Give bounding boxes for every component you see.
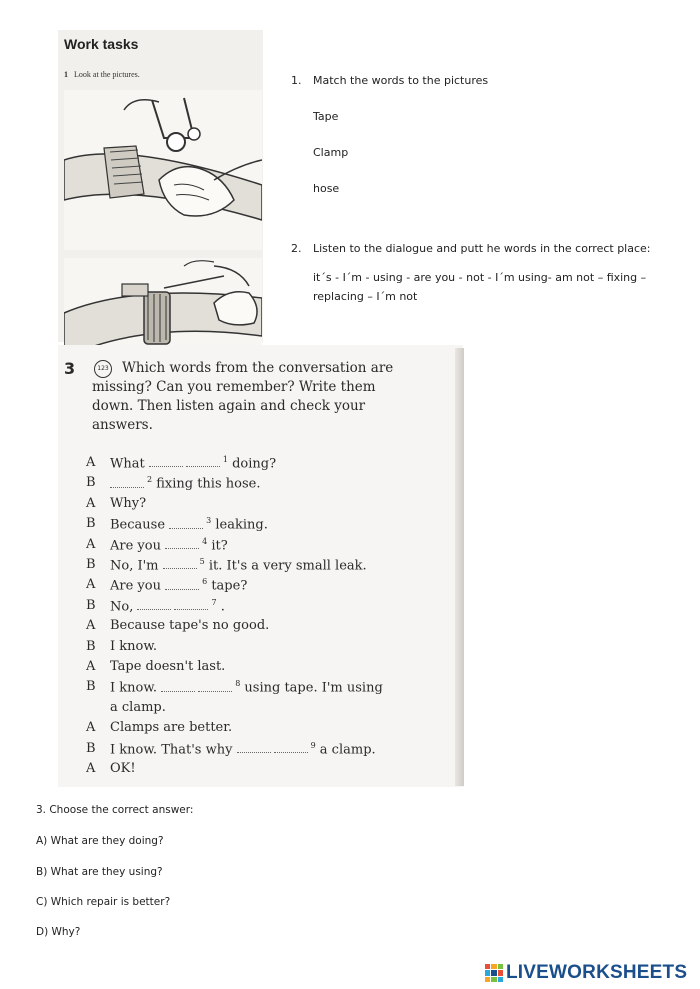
word-hose: hose [313, 182, 340, 195]
logo-tile [491, 970, 496, 975]
liveworksheets-logo: LIVEWORKSHEETS [485, 962, 687, 984]
dialogue-text: $^2$ fixing this hose. [110, 475, 260, 491]
dialogue-text: Are you $^4$ it? [110, 536, 228, 553]
exercise-3-scan [58, 345, 463, 787]
answer-gap[interactable] [165, 581, 199, 590]
dialogue-text: Clamps are better. [110, 720, 233, 736]
logo-grid-icon [485, 964, 503, 982]
section-title: Work tasks [64, 36, 139, 52]
logo-tile [491, 977, 496, 982]
speaker-label: B [86, 679, 96, 695]
speaker-label: A [86, 455, 96, 470]
gap-number: 5 [199, 557, 205, 566]
speaker-label: A [86, 761, 96, 776]
word-bank-line-1: it´s - I´m - using - are you - not - I´m using- am not – fixing – [313, 271, 647, 284]
logo-tile [498, 970, 503, 975]
logo-tile [498, 964, 503, 969]
exercise-1-number: 1 [64, 70, 68, 79]
answer-gap[interactable] [174, 601, 208, 610]
textbook-scan-panel [58, 30, 263, 342]
task-3-title: 3. Choose the correct answer: [36, 804, 194, 816]
gap-number: 8 [235, 679, 241, 689]
question-d: D) Why? [36, 926, 81, 938]
dialogue-text: I know. That's why $^9$ a clamp. [110, 740, 376, 757]
dialogue-text: Tape doesn't last. [110, 659, 226, 674]
answer-gap[interactable] [165, 540, 199, 549]
speaker-label: B [86, 557, 96, 572]
answer-gap[interactable] [163, 560, 197, 569]
answer-gap[interactable] [274, 744, 308, 753]
task-2-instruction: 2. Listen to the dialogue and putt he words in the correct place: [291, 242, 651, 255]
logo-tile [498, 977, 503, 982]
logo-tile [485, 964, 490, 969]
exercise-3-heading: 3 123 Which words from the conversation are missing? Can you remember? Write them down. Then listen again and check your answers. [64, 359, 394, 433]
answer-gap[interactable] [149, 458, 183, 467]
dialogue-text: I know. [110, 638, 158, 654]
word-tape: Tape [313, 110, 339, 123]
dialogue-text: No, $^7$ . [110, 597, 225, 615]
speaker-label: B [86, 597, 96, 613]
task-1-instruction: 1. Match the words to the pictures [291, 74, 489, 87]
gap-number: 2 [147, 475, 153, 485]
dialogue-text: Are you $^6$ tape? [110, 577, 248, 594]
speaker-label: A [86, 495, 96, 511]
speaker-label: A [86, 577, 96, 593]
speaker-label: A [86, 720, 96, 736]
answer-gap[interactable] [110, 479, 144, 488]
answer-gap[interactable] [137, 601, 171, 610]
speaker-label: B [86, 740, 96, 756]
answer-gap[interactable] [186, 458, 220, 467]
exercise-1-instruction: 1 Look at the pictures. [64, 70, 140, 79]
headphones-icon: 123 [94, 360, 112, 378]
answer-gap[interactable] [169, 520, 203, 529]
answer-gap[interactable] [161, 683, 195, 692]
gap-number: 9 [310, 740, 316, 750]
speaker-label: B [86, 638, 96, 654]
speaker-label: A [86, 618, 96, 634]
speaker-label: B [86, 516, 96, 532]
word-bank-line-2: replacing – I´m not [313, 290, 418, 303]
speaker-label: A [86, 536, 96, 552]
gap-number: 4 [202, 536, 208, 546]
gap-number: 6 [202, 577, 208, 587]
gap-number: 7 [211, 597, 217, 607]
question-c: C) Which repair is better? [36, 896, 171, 908]
dialogue-text: a clamp. [110, 699, 166, 715]
answer-gap[interactable] [198, 683, 232, 692]
dialogue-text: OK! [110, 761, 136, 776]
logo-tile [485, 970, 490, 975]
logo-tile [491, 964, 496, 969]
dialogue-text: I know. $^8$ using tape. I'm using [110, 679, 383, 696]
answer-gap[interactable] [237, 744, 271, 753]
dialogue-text: Because tape's no good. [110, 618, 270, 634]
word-clamp: Clamp [313, 146, 349, 159]
logo-tile [485, 977, 490, 982]
question-a: A) What are they doing? [36, 835, 164, 847]
dialogue-text: Because $^3$ leaking. [110, 516, 268, 533]
question-b: B) What are they using? [36, 866, 163, 878]
speaker-label: A [86, 659, 96, 674]
gap-number: 3 [206, 516, 212, 526]
dialogue-text: What $^1$ doing? [110, 455, 277, 472]
speaker-label: B [86, 475, 96, 491]
illustration-taping-hose [64, 90, 262, 250]
dialogue-text: No, I'm $^5$ it. It's a very small leak. [110, 557, 367, 574]
gap-number: 1 [222, 455, 228, 464]
exercise-3-number: 3 [64, 359, 76, 378]
dialogue-text: Why? [110, 495, 147, 511]
scan-page-edge [455, 348, 464, 786]
